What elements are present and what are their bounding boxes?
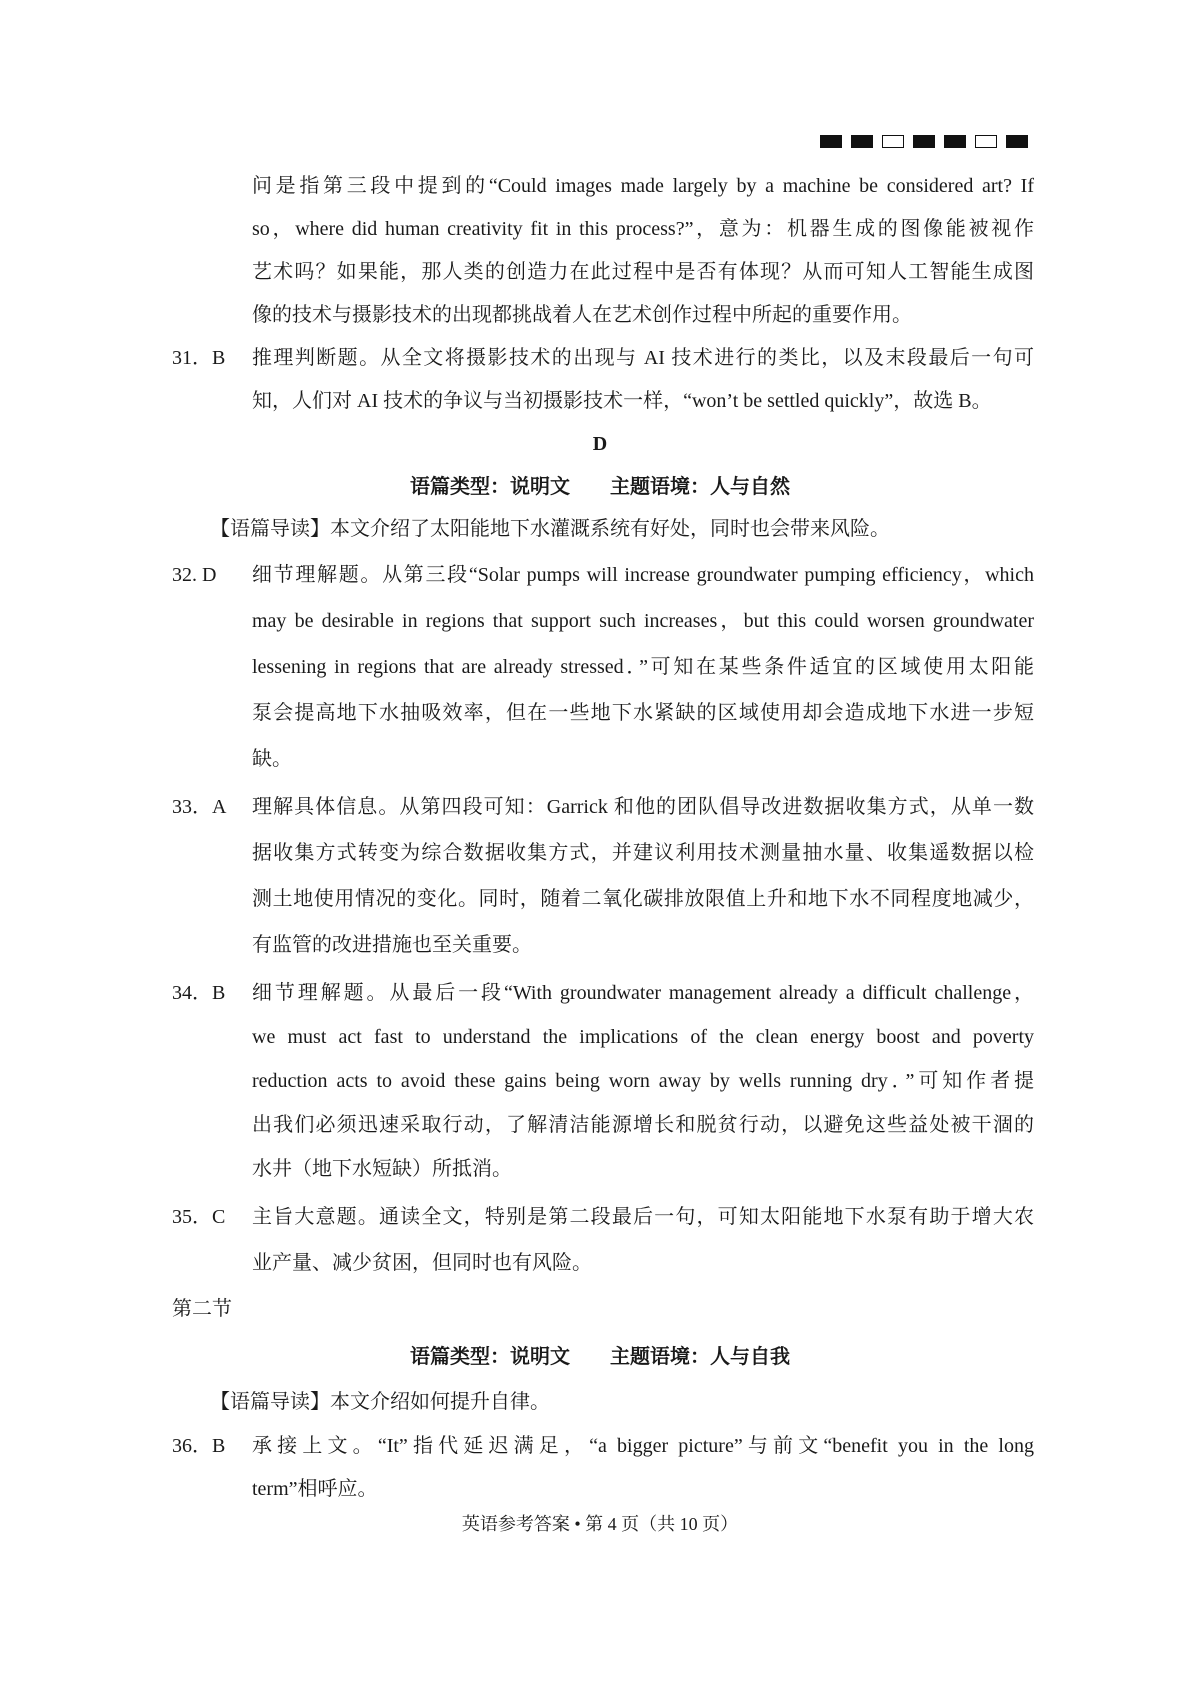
q34-line: reduction acts to avoid these gains being worn away by wells running dry．”可知作者提 — [252, 1070, 1034, 1092]
q33-line: 理解具体信息。从第四段可知：Garrick 和他的团队倡导改进数据收集方式，从单一数 — [252, 796, 1034, 818]
q31-line: 推理判断题。从全文将摄影技术的出现与 AI 技术进行的类比，以及末段最后一句可 — [252, 347, 1034, 369]
q35-line: 主旨大意题。通读全文，特别是第二段最后一句，可知太阳能地下水泵有助于增大农 — [252, 1206, 1034, 1228]
header-marks — [820, 135, 1028, 148]
q30-line: 像的技术与摄影技术的出现都挑战着人在艺术创作过程中所起的重要作用。 — [252, 304, 912, 326]
q34-number: 34．B — [172, 982, 226, 1004]
q33-line: 有监管的改进措施也至关重要。 — [252, 934, 532, 956]
q31-number: 31．B — [172, 347, 226, 369]
page-footer: 英语参考答案 • 第 4 页（共 10 页） — [461, 1514, 739, 1534]
q30-line: 问是指第三段中提到的“Could images made largely by a machine be considered art? If — [252, 175, 1034, 197]
q32-line: lessening in regions that are already stressed．”可知在某些条件适宜的区域使用太阳能 — [252, 656, 1034, 678]
q34-line: 出我们必须迅速采取行动，了解清洁能源增长和脱贫行动，以避免这些益处被干涸的 — [252, 1114, 1034, 1136]
q36-number: 36．B — [172, 1435, 226, 1457]
section-letter: D — [592, 433, 608, 455]
q33-line: 据收集方式转变为综合数据收集方式，并建议利用技术测量抽水量、收集遥数据以检 — [252, 842, 1034, 864]
header-mark — [820, 135, 842, 148]
section-genre: 语篇类型：说明文 主题语境：人与自然 — [410, 474, 790, 498]
q32-number: 32. D — [172, 564, 217, 586]
q34-line: we must act fast to understand the implications of the clean energy boost and poverty — [252, 1026, 1034, 1048]
q32-line: 缺。 — [252, 748, 292, 770]
section2-genre: 语篇类型：说明文 主题语境：人与自我 — [410, 1344, 790, 1368]
section2-intro: 【语篇导读】本文介绍如何提升自律。 — [210, 1391, 550, 1413]
q35-line: 业产量、减少贫困，但同时也有风险。 — [252, 1252, 592, 1274]
header-mark — [882, 135, 904, 148]
q36-line: 承接上文。“It”指代延迟满足，“a bigger picture”与前文“benefit you in the long — [252, 1435, 1034, 1457]
q30-line: so，where did human creativity fit in this process?”，意为：机器生成的图像能被视作 — [252, 218, 1034, 240]
header-mark — [851, 135, 873, 148]
q32-line: 细节理解题。从第三段“Solar pumps will increase groundwater pumping efficiency，which — [252, 564, 1034, 586]
q32-line: 泵会提高地下水抽吸效率，但在一些地下水紧缺的区域使用却会造成地下水进一步短 — [252, 702, 1034, 724]
q31-line: 知，人们对 AI 技术的争议与当初摄影技术一样，“won’t be settled quickly”，故选 B。 — [252, 390, 992, 412]
header-mark — [913, 135, 935, 148]
header-mark — [975, 135, 997, 148]
q33-line: 测土地使用情况的变化。同时，随着二氧化碳排放限值上升和地下水不同程度地减少， — [252, 888, 1034, 910]
header-mark — [944, 135, 966, 148]
q32-line: may be desirable in regions that support such increases，but this could worsen groundwater — [252, 610, 1034, 632]
header-mark — [1006, 135, 1028, 148]
q34-line: 水井（地下水短缺）所抵消。 — [252, 1158, 512, 1180]
section2-title: 第二节 — [172, 1298, 232, 1320]
section-intro: 【语篇导读】本文介绍了太阳能地下水灌溉系统有好处，同时也会带来风险。 — [210, 518, 890, 540]
q34-line: 细节理解题。从最后一段“With groundwater management already a difficult challenge， — [252, 982, 1034, 1004]
q30-line: 艺术吗？如果能，那人类的创造力在此过程中是否有体现？从而可知人工智能生成图 — [252, 261, 1034, 283]
q33-number: 33．A — [172, 796, 227, 818]
q36-line: term”相呼应。 — [252, 1478, 378, 1500]
q35-number: 35．C — [172, 1206, 226, 1228]
